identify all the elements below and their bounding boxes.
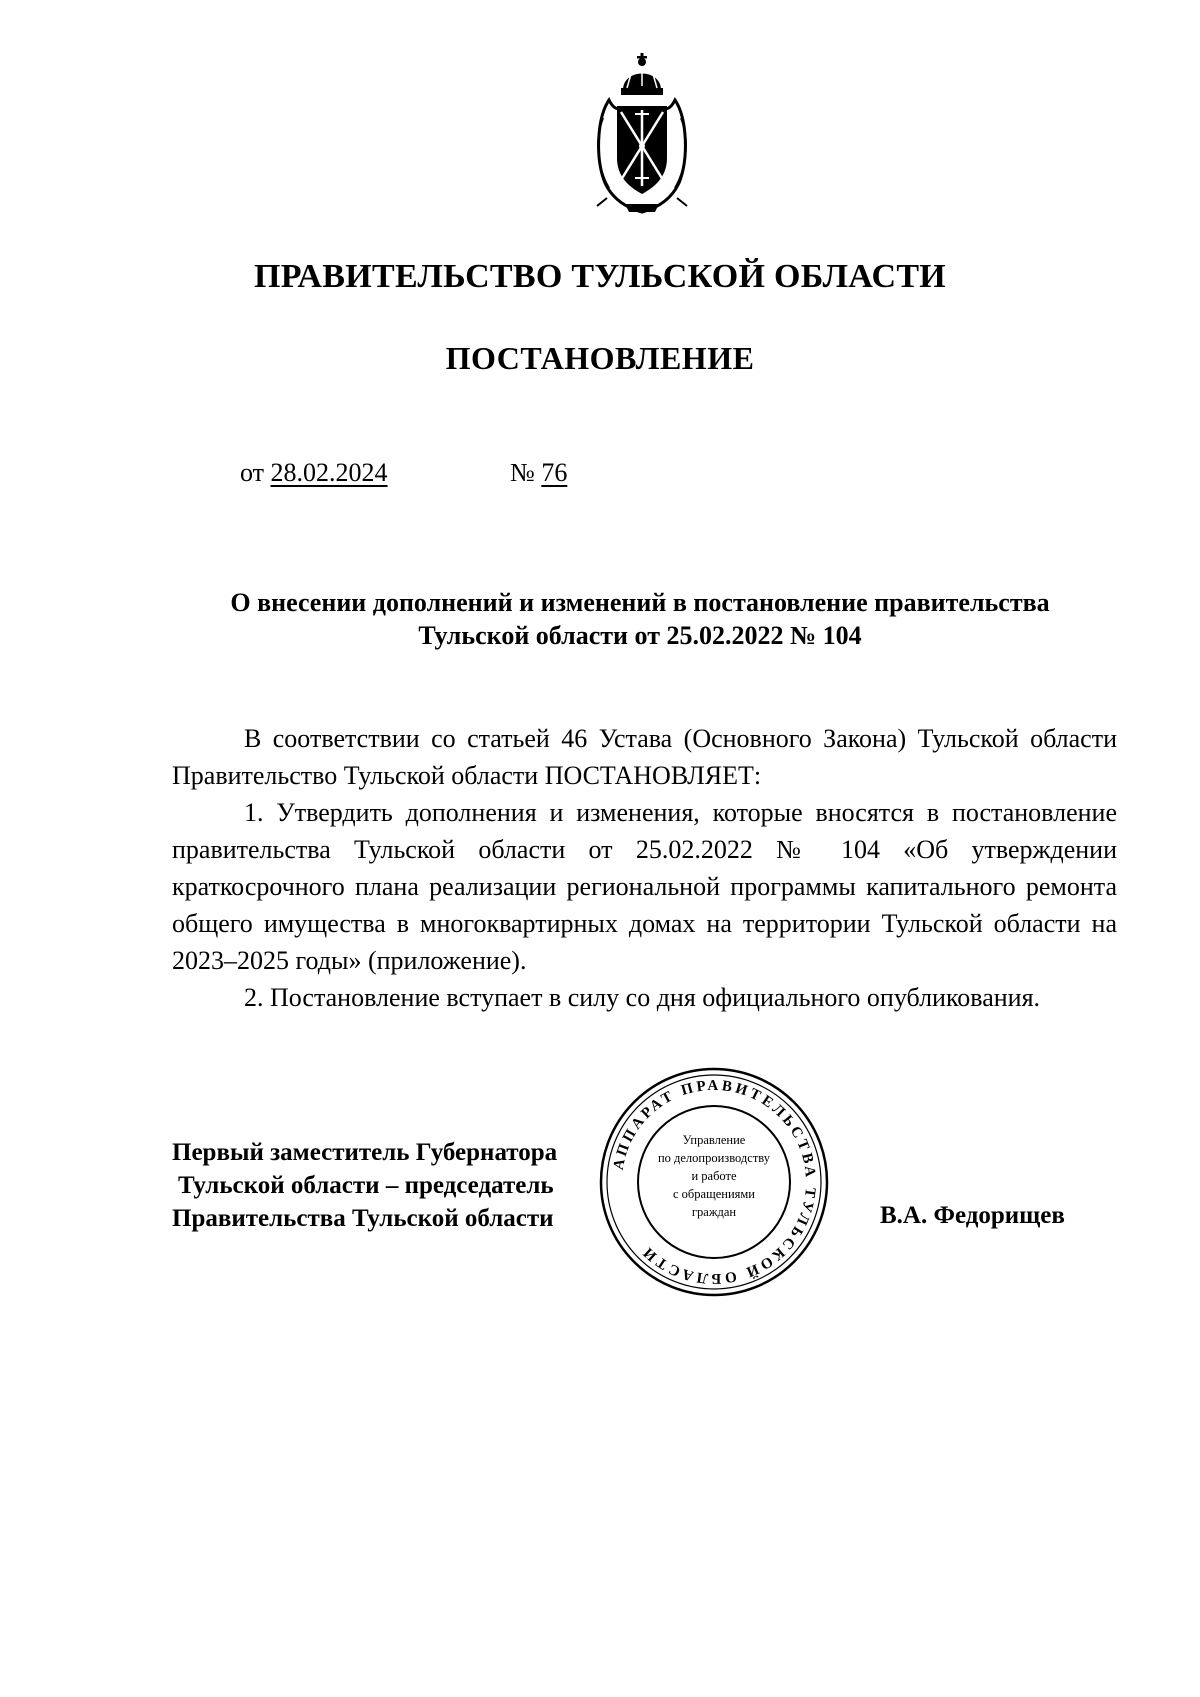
svg-text:с обращениями: с обращениями [673, 1187, 755, 1201]
document-number-line [510, 458, 567, 488]
body-paragraph-item-1: 1. Утвердить дополнения и изменения, которые вносятся в постановление правительства Тульской области от 25.02.2022 № 104 «Об утверждении краткосрочного плана реализации региональной программы капитального ремонта общего имущества в многоквартирных домах на территории Тульской области на 2023–2025 годы» (приложение). [172, 798, 1117, 975]
signer-name: В.А. Федорищев [880, 1202, 1065, 1229]
date-prefix: от [240, 458, 271, 487]
document-subject [160, 586, 1120, 652]
document-date: 28.02.2024 [270, 458, 388, 487]
svg-text:Управление: Управление [682, 1133, 746, 1147]
svg-text:АППАРАТ ПРАВИТЕЛЬСТВА ТУЛЬСКОЙ: АППАРАТ ПРАВИТЕЛЬСТВА ТУЛЬСКОЙ ОБЛАСТИ [610, 1077, 819, 1287]
document-date-line [240, 458, 388, 488]
svg-text:по делопроизводству: по делопроизводству [657, 1151, 771, 1165]
signer-position-line-1: Первый заместитель Губернатора [172, 1139, 558, 1166]
organization-title: ПРАВИТЕЛЬСТВО ТУЛЬСКОЙ ОБЛАСТИ [253, 258, 947, 295]
tula-coat-of-arms-icon [587, 48, 697, 218]
signer-position [172, 1136, 632, 1235]
svg-text:граждан: граждан [691, 1205, 737, 1219]
body-paragraph-preamble: В соответствии со статьей 46 Устава (Основного Закона) Тульской области Правительство Тульской области ПОСТАНОВЛЯЕТ: [172, 724, 1117, 790]
subject-line-2: Тульской области от 25.02.2022 № 104 [418, 621, 862, 650]
document-number: 76 [541, 458, 568, 487]
document-type: ПОСТАНОВЛЕНИЕ [445, 340, 755, 376]
signer-position-line-3: Правительства Тульской области [172, 1205, 554, 1232]
number-prefix: № [510, 458, 542, 487]
signer-position-line-2: Тульской области – председатель [178, 1172, 554, 1199]
svg-text:и работе: и работе [691, 1169, 737, 1183]
document-body [172, 720, 1117, 1016]
body-paragraph-item-2: 2. Постановление вступает в силу со дня официального опубликования. [244, 983, 1041, 1012]
official-stamp-icon [596, 1064, 832, 1300]
subject-line-1: О внесении дополнений и изменений в постановление правительства [230, 588, 1050, 617]
